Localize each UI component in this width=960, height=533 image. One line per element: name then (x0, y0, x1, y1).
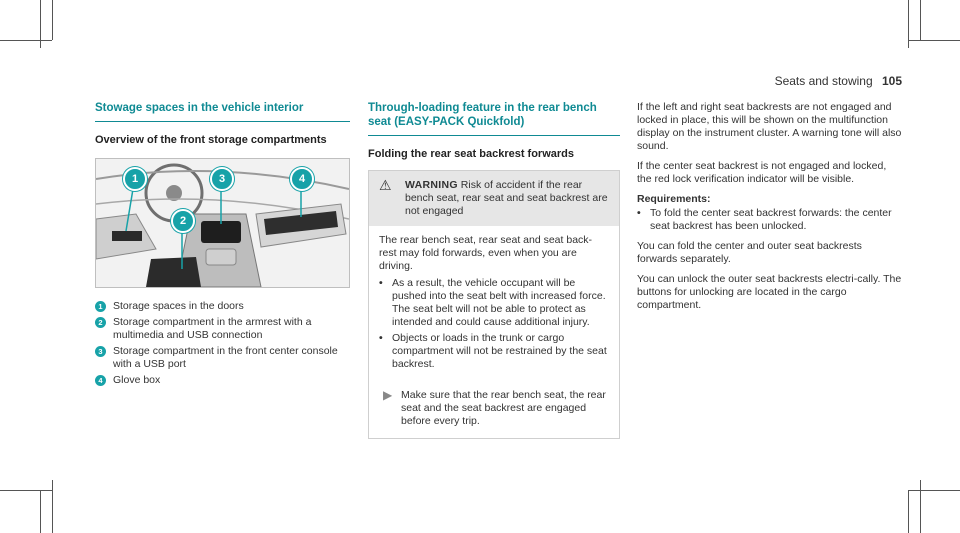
running-head-section: Seats and stowing (774, 74, 873, 88)
crop-mark (40, 490, 41, 533)
bullet-item (379, 332, 609, 371)
legend-number: 3 (95, 346, 106, 357)
column-details (637, 101, 902, 319)
warning-bullets (379, 277, 609, 371)
callout-3: 3 (210, 167, 234, 191)
legend-number: 2 (95, 317, 106, 328)
bullet-mark: • (379, 332, 383, 344)
callout-4: 4 (290, 167, 314, 191)
paragraph-multifunction: If the left and right seat backrests are not engaged and locked in place, this will be shown on the multifunction display on the instrument cluster. A warning tone will also sound. (637, 101, 902, 152)
requirement-text: To fold the center seat backrest forwards: the center seat backrest has been unlocked. (650, 207, 892, 232)
legend-number: 1 (95, 301, 106, 312)
crop-mark (908, 490, 960, 491)
warning-box (368, 170, 620, 439)
arrow-right-icon: ▶ (383, 388, 393, 402)
legend-text: Glove box (113, 374, 161, 386)
callout-2: 2 (171, 209, 195, 233)
crop-mark (908, 40, 960, 41)
requirements-label: Requirements: (637, 193, 711, 205)
crop-mark (920, 0, 921, 40)
legend-text: Storage compartment in the front center console with a USB port (113, 345, 338, 370)
bullet-text: As a result, the vehicle occupant will be pushed into the seat belt with increased force. The seat belt will not be able to protect as intended and could cause additional injury. (392, 277, 606, 328)
legend-item (95, 300, 350, 313)
paragraph-unlock-electrically: You can unlock the outer seat backrests electri-cally. The buttons for unlocking are located in the cargo compartment. (637, 273, 902, 311)
legend-text: Storage compartment in the armrest with a multimedia and USB connection (113, 316, 312, 341)
action-step (379, 389, 609, 428)
warning-header (369, 171, 619, 226)
page-number: 105 (881, 74, 902, 88)
crop-mark (0, 40, 52, 41)
requirements-list (637, 207, 902, 233)
column-stowage (95, 101, 350, 390)
legend-item (95, 374, 350, 387)
bullet-mark: • (637, 207, 641, 219)
crop-mark (0, 490, 52, 491)
warning-triangle-icon: ⚠ (379, 177, 392, 193)
requirement-item (637, 207, 902, 233)
section-title-stowage: Stowage spaces in the vehicle interior (95, 101, 350, 122)
subtitle-front-storage: Overview of the front storage compartments (95, 134, 327, 146)
subtitle-folding: Folding the rear seat backrest forwards (368, 148, 575, 160)
crop-mark (920, 480, 921, 533)
warning-body (369, 226, 619, 438)
warning-description: The rear bench seat, rear seat and seat back-rest may fold forwards, even when you are driving. (379, 234, 593, 272)
paragraph-fold-separately: You can fold the center and outer seat backrests forwards separately. (637, 240, 862, 265)
callout-1: 1 (123, 167, 147, 191)
bullet-mark: • (379, 277, 383, 289)
warning-label: WARNING (405, 179, 458, 191)
running-head (775, 74, 902, 88)
column-through-loading (368, 101, 620, 439)
action-text: Make sure that the rear bench seat, the rear seat and the seat backrest are engaged before every trip. (401, 389, 606, 427)
legend-text: Storage spaces in the doors (113, 300, 244, 312)
figure-legend (95, 300, 350, 387)
crop-mark (52, 480, 53, 533)
crop-mark (908, 490, 909, 533)
bullet-text: Objects or loads in the trunk or cargo compartment will not be restrained by the seat backrest. (392, 332, 607, 370)
section-title-through-loading: Through-loading feature in the rear bench seat (EASY-PACK Quickfold) (368, 101, 620, 136)
paragraph-center-lock: If the center seat backrest is not engaged and locked, the red lock verification indicator will be visible. (637, 160, 887, 185)
crop-mark (52, 0, 53, 40)
legend-item (95, 345, 350, 371)
bullet-item (379, 277, 609, 329)
warning-summary: Risk of accident if the rear bench seat, rear seat and seat backrest are not engaged (405, 179, 608, 217)
interior-figure (95, 158, 350, 288)
legend-item (95, 316, 350, 342)
warning-head-text (405, 179, 609, 218)
legend-number: 4 (95, 375, 106, 386)
